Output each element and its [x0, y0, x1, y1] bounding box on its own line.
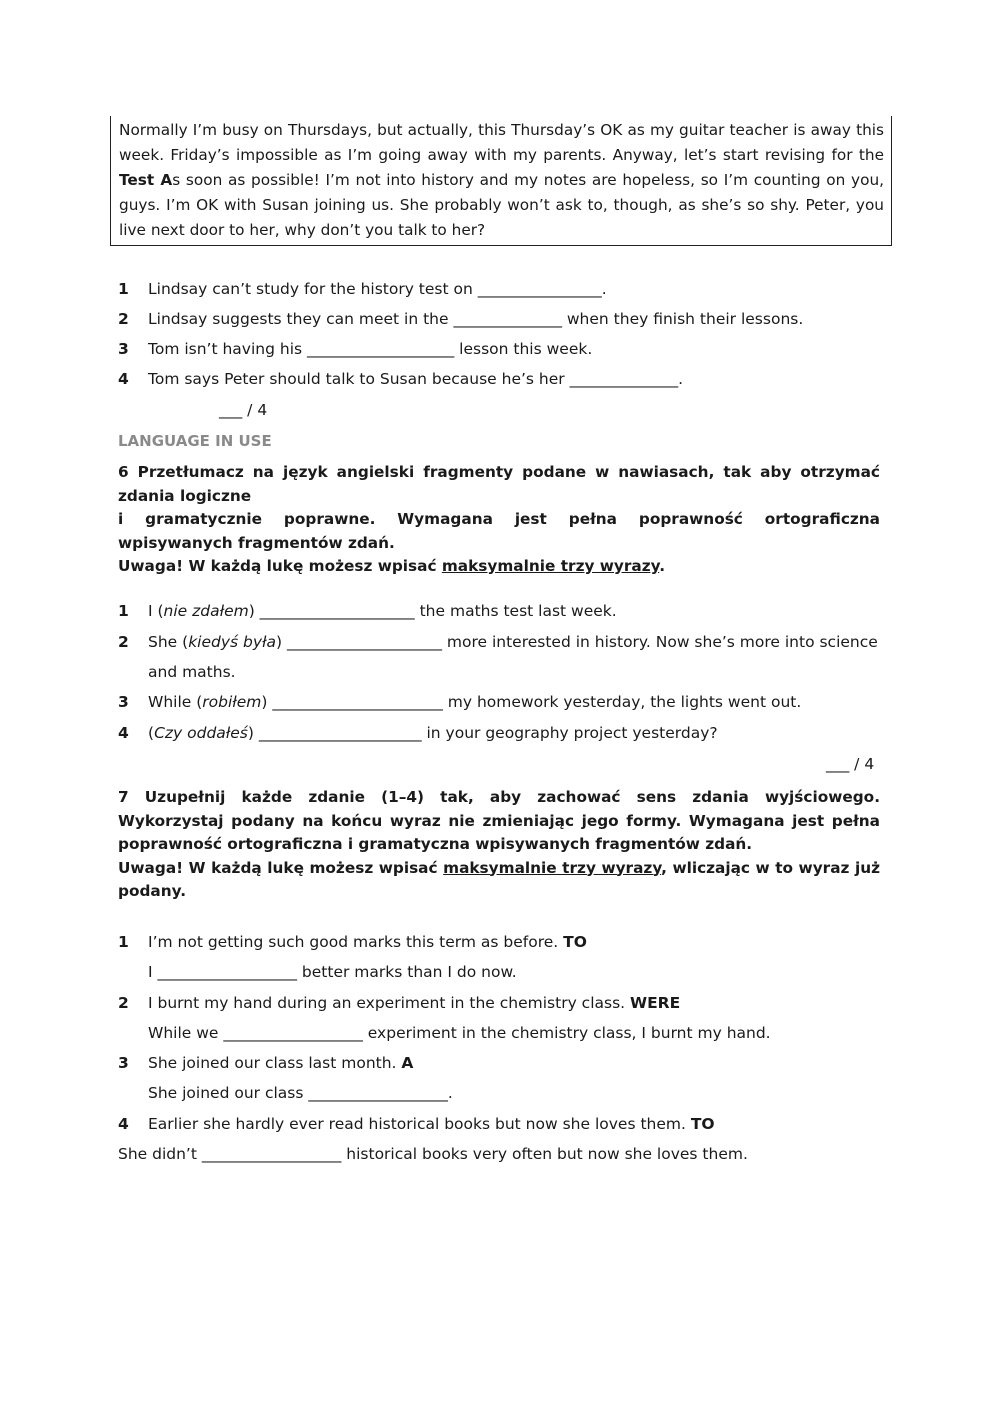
passage-bold-test-a: Test A [119, 171, 173, 189]
ex7-instructions: 7 Uzupełnij każde zdanie (1–4) tak, aby zachować sens zdania wyjściowego. Wykorzystaj podany na końcu wyraz nie zmieniając jego formy. Wymagana jest pełna poprawność ortograficzna i gramatyczna wpisywanych fragmentów zdań. Uwaga! W każdą lukę możesz wpisać maksymalnie trzy wyrazy, wliczając w to wyraz już podany. [118, 788, 881, 900]
ex5-item-1: 1 Lindsay can’t study for the history test on ________________. [118, 280, 607, 298]
keyword: WERE [630, 994, 681, 1012]
ex7-item-1: 1 I’m not getting such good marks this term as before. TO [118, 933, 587, 951]
ex6-instructions: 6 Przetłumacz na język angielski fragmenty podane w nawiasach, tak aby otrzymać zdania logiczne i gramatycznie poprawne. Wymagana jest pełna poprawność ortograficzna wpisywanych fragmentów zdań. Uwaga! W każdą lukę możesz wpisać maksymalnie trzy wyrazy. [118, 463, 880, 575]
reading-passage [110, 116, 892, 246]
ex6-score: ___ / 4 [826, 755, 875, 773]
ex5-item-2: 2 Lindsay suggests they can meet in the ______________ when they finish their lessons. [118, 310, 804, 328]
section-title: LANGUAGE IN USE [118, 432, 272, 450]
ex6-item-2: 2 She (kiedyś była) ____________________ more interested in history. Now she’s more into science [118, 633, 878, 651]
ex5-item-4: 4 Tom says Peter should talk to Susan because he’s her ______________. [118, 370, 684, 388]
ex7-item-4-answer: She didn’t __________________ historical books very often but now she loves them. [118, 1145, 748, 1163]
ex5-score: ___ / 4 [219, 401, 268, 419]
ex7-item-1-answer: I __________________ better marks than I do now. [148, 963, 517, 981]
ex6-item-1: 1 I (nie zdałem) ____________________ the maths test last week. [118, 602, 617, 620]
ex6-item-3: 3 While (robiłem) ______________________ my homework yesterday, the lights went out. [118, 693, 802, 711]
ex7-item-2-answer: While we __________________ experiment in the chemistry class, I burnt my hand. [148, 1024, 771, 1042]
passage-text-start: Normally I’m busy on Thursdays, but actually, this Thursday’s OK as my guitar teacher is away this week. Friday’s impossible as I’m going away with my parents. Anyway, let’s start revising for the [119, 121, 884, 164]
ex7-item-3-answer: She joined our class __________________. [148, 1084, 453, 1102]
ex5-item-3: 3 Tom isn’t having his ___________________ lesson this week. [118, 340, 593, 358]
ex6-item-4: 4 (Czy oddałeś) _____________________ in your geography project yesterday? [118, 724, 718, 742]
ex6-item-2-continued: and maths. [148, 663, 236, 681]
ex7-item-3: 3 She joined our class last month. A [118, 1054, 414, 1072]
ex7-item-4: 4 Earlier she hardly ever read historical books but now she loves them. TO [118, 1115, 715, 1133]
keyword: A [401, 1054, 414, 1072]
keyword: TO [690, 1115, 715, 1133]
keyword: TO [563, 933, 587, 951]
ex7-note-underlined: maksymalnie trzy wyrazy [443, 858, 662, 877]
ex6-note-underlined: maksymalnie trzy wyrazy [441, 557, 660, 575]
passage-text-end: s soon as possible! I’m not into history and my notes are hopeless, so I’m counting on you, guys. I’m OK with Susan joining us. She probably won’t ask to, though, as she’s so shy. Peter, you live next door to her, why don’t you talk to her? [119, 171, 885, 239]
ex7-item-2: 2 I burnt my hand during an experiment in the chemistry class. WERE [118, 994, 681, 1012]
